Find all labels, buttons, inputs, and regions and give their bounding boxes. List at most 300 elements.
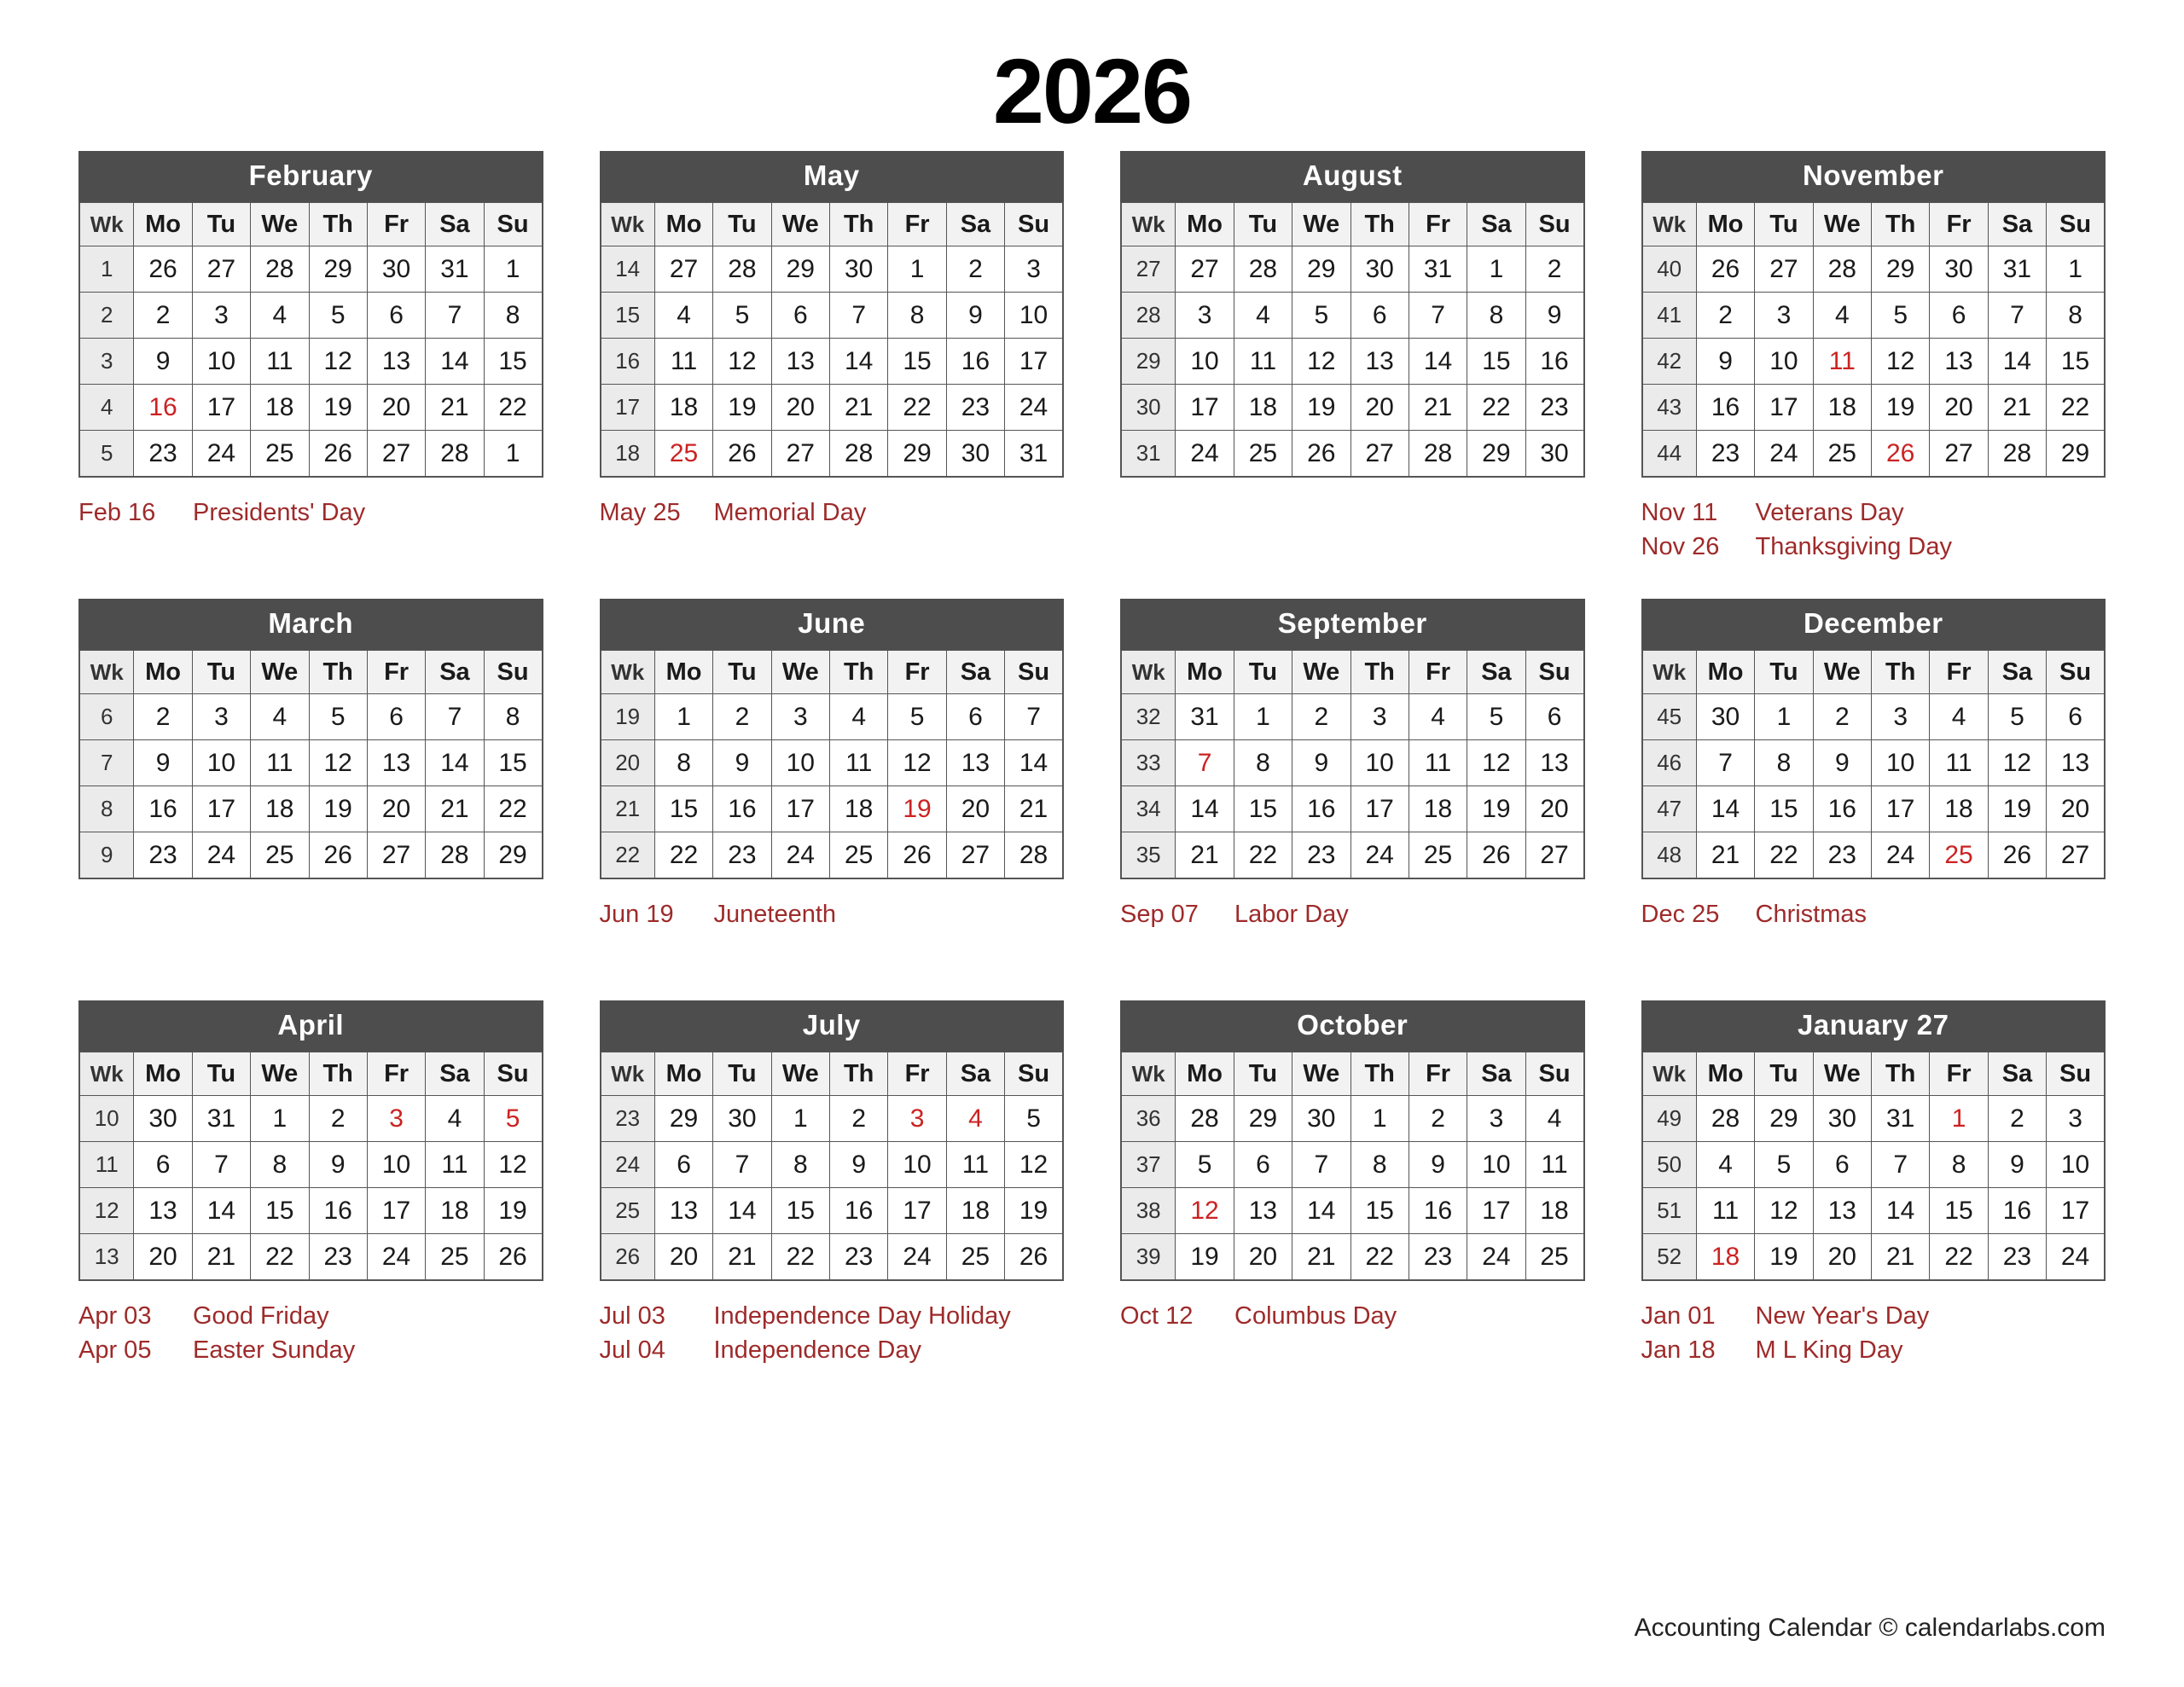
day-cell[interactable]: 9 — [1696, 339, 1754, 385]
day-cell[interactable]: 24 — [888, 1234, 946, 1281]
day-cell[interactable]: 14 — [830, 339, 888, 385]
day-cell[interactable]: 11 — [1234, 339, 1292, 385]
day-cell[interactable]: 14 — [1988, 339, 2046, 385]
day-cell[interactable]: 22 — [484, 786, 542, 832]
day-cell[interactable]: 19 — [309, 385, 367, 431]
day-cell[interactable]: 31 — [1005, 431, 1063, 478]
day-cell[interactable]: 11 — [251, 339, 309, 385]
day-cell[interactable]: 23 — [713, 832, 771, 879]
day-cell[interactable]: 6 — [1813, 1142, 1871, 1188]
day-cell[interactable]: 23 — [309, 1234, 367, 1281]
day-cell[interactable]: 2 — [1409, 1096, 1467, 1142]
day-cell-holiday[interactable]: 3 — [888, 1096, 946, 1142]
day-cell[interactable]: 15 — [888, 339, 946, 385]
day-cell[interactable]: 15 — [1234, 786, 1292, 832]
day-cell[interactable]: 30 — [367, 246, 425, 293]
day-cell[interactable]: 17 — [192, 786, 250, 832]
day-cell[interactable]: 15 — [2047, 339, 2105, 385]
day-cell[interactable]: 1 — [484, 246, 542, 293]
day-cell[interactable]: 9 — [134, 339, 192, 385]
day-cell[interactable]: 6 — [134, 1142, 192, 1188]
day-cell[interactable]: 7 — [426, 293, 484, 339]
day-cell[interactable]: 6 — [367, 694, 425, 740]
day-cell[interactable]: 17 — [1755, 385, 1813, 431]
day-cell[interactable]: 26 — [1467, 832, 1525, 879]
day-cell[interactable]: 18 — [251, 385, 309, 431]
day-cell[interactable]: 31 — [192, 1096, 250, 1142]
day-cell[interactable]: 18 — [654, 385, 712, 431]
day-cell[interactable]: 18 — [1234, 385, 1292, 431]
day-cell[interactable]: 4 — [1930, 694, 1988, 740]
day-cell[interactable]: 13 — [367, 339, 425, 385]
day-cell[interactable]: 21 — [1988, 385, 2046, 431]
day-cell[interactable]: 27 — [1755, 246, 1813, 293]
day-cell[interactable]: 13 — [1525, 740, 1583, 786]
day-cell[interactable]: 16 — [1409, 1188, 1467, 1234]
day-cell[interactable]: 13 — [771, 339, 829, 385]
day-cell[interactable]: 11 — [426, 1142, 484, 1188]
day-cell[interactable]: 23 — [134, 431, 192, 478]
day-cell[interactable]: 29 — [1872, 246, 1930, 293]
day-cell[interactable]: 1 — [654, 694, 712, 740]
day-cell[interactable]: 8 — [2047, 293, 2105, 339]
day-cell[interactable]: 17 — [1872, 786, 1930, 832]
day-cell[interactable]: 23 — [1292, 832, 1350, 879]
day-cell[interactable]: 1 — [1234, 694, 1292, 740]
day-cell[interactable]: 25 — [1813, 431, 1871, 478]
day-cell[interactable]: 1 — [484, 431, 542, 478]
day-cell[interactable]: 24 — [1176, 431, 1234, 478]
day-cell[interactable]: 11 — [830, 740, 888, 786]
day-cell[interactable]: 6 — [771, 293, 829, 339]
day-cell[interactable]: 3 — [1467, 1096, 1525, 1142]
day-cell[interactable]: 12 — [1872, 339, 1930, 385]
day-cell[interactable]: 10 — [1005, 293, 1063, 339]
day-cell[interactable]: 26 — [134, 246, 192, 293]
day-cell[interactable]: 10 — [771, 740, 829, 786]
day-cell[interactable]: 21 — [426, 385, 484, 431]
day-cell[interactable]: 20 — [1350, 385, 1409, 431]
day-cell[interactable]: 28 — [830, 431, 888, 478]
day-cell[interactable]: 19 — [1755, 1234, 1813, 1281]
day-cell[interactable]: 12 — [888, 740, 946, 786]
day-cell[interactable]: 16 — [946, 339, 1004, 385]
day-cell[interactable]: 21 — [1005, 786, 1063, 832]
day-cell[interactable]: 24 — [367, 1234, 425, 1281]
day-cell[interactable]: 27 — [946, 832, 1004, 879]
day-cell[interactable]: 10 — [367, 1142, 425, 1188]
day-cell[interactable]: 13 — [1813, 1188, 1871, 1234]
day-cell[interactable]: 17 — [888, 1188, 946, 1234]
day-cell[interactable]: 25 — [1234, 431, 1292, 478]
day-cell[interactable]: 17 — [1467, 1188, 1525, 1234]
day-cell[interactable]: 7 — [426, 694, 484, 740]
day-cell[interactable]: 18 — [830, 786, 888, 832]
day-cell[interactable]: 19 — [1467, 786, 1525, 832]
day-cell[interactable]: 3 — [192, 694, 250, 740]
day-cell[interactable]: 9 — [713, 740, 771, 786]
day-cell[interactable]: 13 — [654, 1188, 712, 1234]
day-cell[interactable]: 3 — [2047, 1096, 2105, 1142]
day-cell-holiday[interactable]: 11 — [1813, 339, 1871, 385]
day-cell[interactable]: 20 — [134, 1234, 192, 1281]
day-cell[interactable]: 25 — [426, 1234, 484, 1281]
day-cell[interactable]: 19 — [1292, 385, 1350, 431]
day-cell[interactable]: 20 — [946, 786, 1004, 832]
day-cell-holiday[interactable]: 3 — [367, 1096, 425, 1142]
day-cell[interactable]: 21 — [192, 1234, 250, 1281]
day-cell[interactable]: 8 — [1350, 1142, 1409, 1188]
day-cell[interactable]: 9 — [946, 293, 1004, 339]
day-cell[interactable]: 2 — [134, 694, 192, 740]
day-cell[interactable]: 23 — [1525, 385, 1583, 431]
day-cell[interactable]: 1 — [2047, 246, 2105, 293]
day-cell[interactable]: 3 — [1176, 293, 1234, 339]
day-cell[interactable]: 15 — [1350, 1188, 1409, 1234]
day-cell[interactable]: 5 — [309, 694, 367, 740]
day-cell[interactable]: 23 — [1988, 1234, 2046, 1281]
day-cell[interactable]: 4 — [251, 694, 309, 740]
day-cell[interactable]: 4 — [426, 1096, 484, 1142]
day-cell[interactable]: 21 — [713, 1234, 771, 1281]
day-cell[interactable]: 14 — [1872, 1188, 1930, 1234]
day-cell[interactable]: 1 — [888, 246, 946, 293]
day-cell[interactable]: 25 — [830, 832, 888, 879]
day-cell[interactable]: 3 — [1755, 293, 1813, 339]
day-cell[interactable]: 20 — [2047, 786, 2105, 832]
day-cell[interactable]: 10 — [888, 1142, 946, 1188]
day-cell[interactable]: 28 — [1696, 1096, 1754, 1142]
day-cell[interactable]: 10 — [1467, 1142, 1525, 1188]
day-cell[interactable]: 5 — [309, 293, 367, 339]
day-cell[interactable]: 19 — [484, 1188, 542, 1234]
day-cell[interactable]: 28 — [426, 431, 484, 478]
day-cell[interactable]: 31 — [1409, 246, 1467, 293]
day-cell[interactable]: 13 — [946, 740, 1004, 786]
day-cell[interactable]: 8 — [1755, 740, 1813, 786]
day-cell[interactable]: 13 — [1350, 339, 1409, 385]
day-cell-holiday[interactable]: 4 — [946, 1096, 1004, 1142]
day-cell[interactable]: 18 — [1409, 786, 1467, 832]
day-cell[interactable]: 11 — [1525, 1142, 1583, 1188]
day-cell[interactable]: 22 — [1467, 385, 1525, 431]
day-cell[interactable]: 4 — [1525, 1096, 1583, 1142]
day-cell[interactable]: 2 — [1292, 694, 1350, 740]
day-cell[interactable]: 7 — [1292, 1142, 1350, 1188]
day-cell[interactable]: 5 — [1755, 1142, 1813, 1188]
day-cell[interactable]: 16 — [1988, 1188, 2046, 1234]
day-cell[interactable]: 5 — [1988, 694, 2046, 740]
day-cell[interactable]: 4 — [830, 694, 888, 740]
day-cell[interactable]: 3 — [771, 694, 829, 740]
day-cell[interactable]: 18 — [426, 1188, 484, 1234]
day-cell[interactable]: 27 — [1930, 431, 1988, 478]
day-cell[interactable]: 30 — [1813, 1096, 1871, 1142]
day-cell[interactable]: 14 — [1696, 786, 1754, 832]
day-cell-holiday[interactable]: 5 — [484, 1096, 542, 1142]
day-cell[interactable]: 29 — [888, 431, 946, 478]
day-cell[interactable]: 11 — [1696, 1188, 1754, 1234]
day-cell[interactable]: 22 — [771, 1234, 829, 1281]
day-cell[interactable]: 17 — [367, 1188, 425, 1234]
day-cell[interactable]: 19 — [713, 385, 771, 431]
day-cell[interactable]: 21 — [1409, 385, 1467, 431]
day-cell[interactable]: 17 — [1005, 339, 1063, 385]
day-cell[interactable]: 6 — [367, 293, 425, 339]
day-cell[interactable]: 23 — [1409, 1234, 1467, 1281]
day-cell[interactable]: 20 — [1525, 786, 1583, 832]
day-cell[interactable]: 12 — [713, 339, 771, 385]
day-cell[interactable]: 16 — [1525, 339, 1583, 385]
day-cell[interactable]: 23 — [134, 832, 192, 879]
day-cell[interactable]: 13 — [1234, 1188, 1292, 1234]
day-cell[interactable]: 1 — [771, 1096, 829, 1142]
day-cell[interactable]: 27 — [1350, 431, 1409, 478]
day-cell[interactable]: 5 — [1005, 1096, 1063, 1142]
day-cell[interactable]: 6 — [1525, 694, 1583, 740]
day-cell[interactable]: 16 — [1813, 786, 1871, 832]
day-cell[interactable]: 22 — [654, 832, 712, 879]
day-cell[interactable]: 29 — [771, 246, 829, 293]
day-cell[interactable]: 28 — [1176, 1096, 1234, 1142]
day-cell[interactable]: 24 — [192, 431, 250, 478]
day-cell[interactable]: 25 — [1409, 832, 1467, 879]
day-cell[interactable]: 29 — [309, 246, 367, 293]
day-cell[interactable]: 19 — [1988, 786, 2046, 832]
day-cell[interactable]: 8 — [484, 694, 542, 740]
day-cell[interactable]: 5 — [1872, 293, 1930, 339]
day-cell-holiday[interactable]: 25 — [654, 431, 712, 478]
day-cell[interactable]: 23 — [1813, 832, 1871, 879]
day-cell[interactable]: 5 — [888, 694, 946, 740]
day-cell[interactable]: 31 — [426, 246, 484, 293]
day-cell[interactable]: 4 — [1813, 293, 1871, 339]
day-cell[interactable]: 9 — [1525, 293, 1583, 339]
day-cell[interactable]: 13 — [134, 1188, 192, 1234]
day-cell[interactable]: 15 — [654, 786, 712, 832]
day-cell[interactable]: 27 — [367, 832, 425, 879]
day-cell[interactable]: 20 — [1930, 385, 1988, 431]
day-cell[interactable]: 3 — [1005, 246, 1063, 293]
day-cell[interactable]: 22 — [251, 1234, 309, 1281]
day-cell[interactable]: 29 — [654, 1096, 712, 1142]
day-cell[interactable]: 27 — [1525, 832, 1583, 879]
day-cell[interactable]: 13 — [1930, 339, 1988, 385]
day-cell[interactable]: 6 — [946, 694, 1004, 740]
day-cell[interactable]: 20 — [367, 385, 425, 431]
day-cell[interactable]: 12 — [309, 740, 367, 786]
day-cell[interactable]: 27 — [367, 431, 425, 478]
day-cell[interactable]: 9 — [830, 1142, 888, 1188]
day-cell[interactable]: 19 — [309, 786, 367, 832]
day-cell[interactable]: 26 — [713, 431, 771, 478]
day-cell[interactable]: 28 — [1813, 246, 1871, 293]
day-cell[interactable]: 26 — [309, 431, 367, 478]
day-cell[interactable]: 28 — [1988, 431, 2046, 478]
day-cell[interactable]: 14 — [1005, 740, 1063, 786]
day-cell[interactable]: 9 — [1988, 1142, 2046, 1188]
day-cell[interactable]: 8 — [888, 293, 946, 339]
day-cell[interactable]: 18 — [946, 1188, 1004, 1234]
day-cell[interactable]: 30 — [830, 246, 888, 293]
day-cell[interactable]: 7 — [1872, 1142, 1930, 1188]
day-cell[interactable]: 9 — [309, 1142, 367, 1188]
day-cell[interactable]: 18 — [1930, 786, 1988, 832]
day-cell[interactable]: 24 — [1872, 832, 1930, 879]
day-cell[interactable]: 12 — [309, 339, 367, 385]
day-cell[interactable]: 8 — [771, 1142, 829, 1188]
day-cell[interactable]: 25 — [251, 431, 309, 478]
day-cell[interactable]: 19 — [1005, 1188, 1063, 1234]
day-cell[interactable]: 7 — [830, 293, 888, 339]
day-cell[interactable]: 17 — [1176, 385, 1234, 431]
day-cell[interactable]: 15 — [484, 339, 542, 385]
day-cell-holiday[interactable]: 19 — [888, 786, 946, 832]
day-cell[interactable]: 1 — [1755, 694, 1813, 740]
day-cell[interactable]: 28 — [713, 246, 771, 293]
day-cell[interactable]: 6 — [1234, 1142, 1292, 1188]
day-cell[interactable]: 8 — [654, 740, 712, 786]
day-cell[interactable]: 11 — [1930, 740, 1988, 786]
day-cell[interactable]: 19 — [1872, 385, 1930, 431]
day-cell[interactable]: 27 — [771, 431, 829, 478]
day-cell[interactable]: 28 — [1409, 431, 1467, 478]
day-cell[interactable]: 10 — [192, 339, 250, 385]
day-cell[interactable]: 16 — [309, 1188, 367, 1234]
day-cell[interactable]: 24 — [1005, 385, 1063, 431]
day-cell[interactable]: 24 — [771, 832, 829, 879]
day-cell[interactable]: 15 — [484, 740, 542, 786]
day-cell[interactable]: 8 — [1234, 740, 1292, 786]
day-cell[interactable]: 10 — [1350, 740, 1409, 786]
day-cell[interactable]: 6 — [2047, 694, 2105, 740]
day-cell[interactable]: 24 — [1350, 832, 1409, 879]
day-cell[interactable]: 26 — [1988, 832, 2046, 879]
day-cell[interactable]: 22 — [1234, 832, 1292, 879]
day-cell[interactable]: 29 — [2047, 431, 2105, 478]
day-cell[interactable]: 12 — [1988, 740, 2046, 786]
day-cell[interactable]: 10 — [2047, 1142, 2105, 1188]
day-cell[interactable]: 21 — [426, 786, 484, 832]
day-cell[interactable]: 5 — [1292, 293, 1350, 339]
day-cell[interactable]: 11 — [251, 740, 309, 786]
day-cell[interactable]: 28 — [426, 832, 484, 879]
day-cell-holiday[interactable]: 16 — [134, 385, 192, 431]
day-cell[interactable]: 28 — [1005, 832, 1063, 879]
day-cell-holiday[interactable]: 26 — [1872, 431, 1930, 478]
day-cell[interactable]: 30 — [134, 1096, 192, 1142]
day-cell[interactable]: 24 — [2047, 1234, 2105, 1281]
day-cell[interactable]: 23 — [946, 385, 1004, 431]
day-cell[interactable]: 22 — [2047, 385, 2105, 431]
day-cell[interactable]: 2 — [1988, 1096, 2046, 1142]
day-cell[interactable]: 11 — [654, 339, 712, 385]
day-cell[interactable]: 31 — [1872, 1096, 1930, 1142]
day-cell[interactable]: 12 — [1467, 740, 1525, 786]
day-cell[interactable]: 2 — [1696, 293, 1754, 339]
day-cell[interactable]: 29 — [1292, 246, 1350, 293]
day-cell[interactable]: 31 — [1988, 246, 2046, 293]
day-cell[interactable]: 25 — [946, 1234, 1004, 1281]
day-cell[interactable]: 3 — [1350, 694, 1409, 740]
day-cell[interactable]: 2 — [1813, 694, 1871, 740]
day-cell-holiday[interactable]: 7 — [1176, 740, 1234, 786]
day-cell[interactable]: 2 — [309, 1096, 367, 1142]
day-cell[interactable]: 22 — [888, 385, 946, 431]
day-cell[interactable]: 5 — [1176, 1142, 1234, 1188]
day-cell[interactable]: 15 — [1930, 1188, 1988, 1234]
day-cell[interactable]: 11 — [1409, 740, 1467, 786]
day-cell[interactable]: 22 — [1755, 832, 1813, 879]
day-cell[interactable]: 5 — [1467, 694, 1525, 740]
day-cell[interactable]: 26 — [1292, 431, 1350, 478]
day-cell[interactable]: 27 — [654, 246, 712, 293]
day-cell[interactable]: 1 — [251, 1096, 309, 1142]
day-cell[interactable]: 30 — [1696, 694, 1754, 740]
day-cell[interactable]: 30 — [1525, 431, 1583, 478]
day-cell[interactable]: 4 — [1234, 293, 1292, 339]
day-cell[interactable]: 31 — [1176, 694, 1234, 740]
day-cell[interactable]: 16 — [713, 786, 771, 832]
day-cell[interactable]: 14 — [426, 740, 484, 786]
day-cell[interactable]: 10 — [192, 740, 250, 786]
day-cell[interactable]: 21 — [1176, 832, 1234, 879]
day-cell[interactable]: 11 — [946, 1142, 1004, 1188]
day-cell[interactable]: 17 — [771, 786, 829, 832]
day-cell[interactable]: 14 — [426, 339, 484, 385]
day-cell[interactable]: 2 — [134, 293, 192, 339]
day-cell[interactable]: 12 — [484, 1142, 542, 1188]
day-cell[interactable]: 7 — [192, 1142, 250, 1188]
day-cell[interactable]: 20 — [771, 385, 829, 431]
day-cell[interactable]: 30 — [1350, 246, 1409, 293]
day-cell[interactable]: 5 — [713, 293, 771, 339]
day-cell[interactable]: 2 — [830, 1096, 888, 1142]
day-cell[interactable]: 6 — [654, 1142, 712, 1188]
day-cell[interactable]: 9 — [1813, 740, 1871, 786]
day-cell[interactable]: 10 — [1755, 339, 1813, 385]
day-cell[interactable]: 13 — [2047, 740, 2105, 786]
day-cell[interactable]: 4 — [1409, 694, 1467, 740]
day-cell[interactable]: 15 — [771, 1188, 829, 1234]
day-cell[interactable]: 2 — [1525, 246, 1583, 293]
day-cell[interactable]: 26 — [888, 832, 946, 879]
day-cell[interactable]: 3 — [1872, 694, 1930, 740]
day-cell[interactable]: 12 — [1755, 1188, 1813, 1234]
day-cell[interactable]: 30 — [713, 1096, 771, 1142]
day-cell[interactable]: 4 — [654, 293, 712, 339]
day-cell[interactable]: 24 — [1467, 1234, 1525, 1281]
day-cell[interactable]: 7 — [1696, 740, 1754, 786]
day-cell[interactable]: 9 — [134, 740, 192, 786]
day-cell[interactable]: 6 — [1350, 293, 1409, 339]
day-cell[interactable]: 14 — [192, 1188, 250, 1234]
day-cell[interactable]: 19 — [1176, 1234, 1234, 1281]
day-cell[interactable]: 20 — [1813, 1234, 1871, 1281]
day-cell[interactable]: 22 — [1350, 1234, 1409, 1281]
day-cell[interactable]: 18 — [1525, 1188, 1583, 1234]
day-cell[interactable]: 1 — [1467, 246, 1525, 293]
day-cell[interactable]: 23 — [830, 1234, 888, 1281]
day-cell[interactable]: 17 — [2047, 1188, 2105, 1234]
day-cell[interactable]: 1 — [1350, 1096, 1409, 1142]
day-cell[interactable]: 12 — [1292, 339, 1350, 385]
day-cell[interactable]: 20 — [1234, 1234, 1292, 1281]
day-cell[interactable]: 8 — [1930, 1142, 1988, 1188]
day-cell[interactable]: 21 — [830, 385, 888, 431]
day-cell[interactable]: 3 — [192, 293, 250, 339]
day-cell[interactable]: 14 — [1292, 1188, 1350, 1234]
